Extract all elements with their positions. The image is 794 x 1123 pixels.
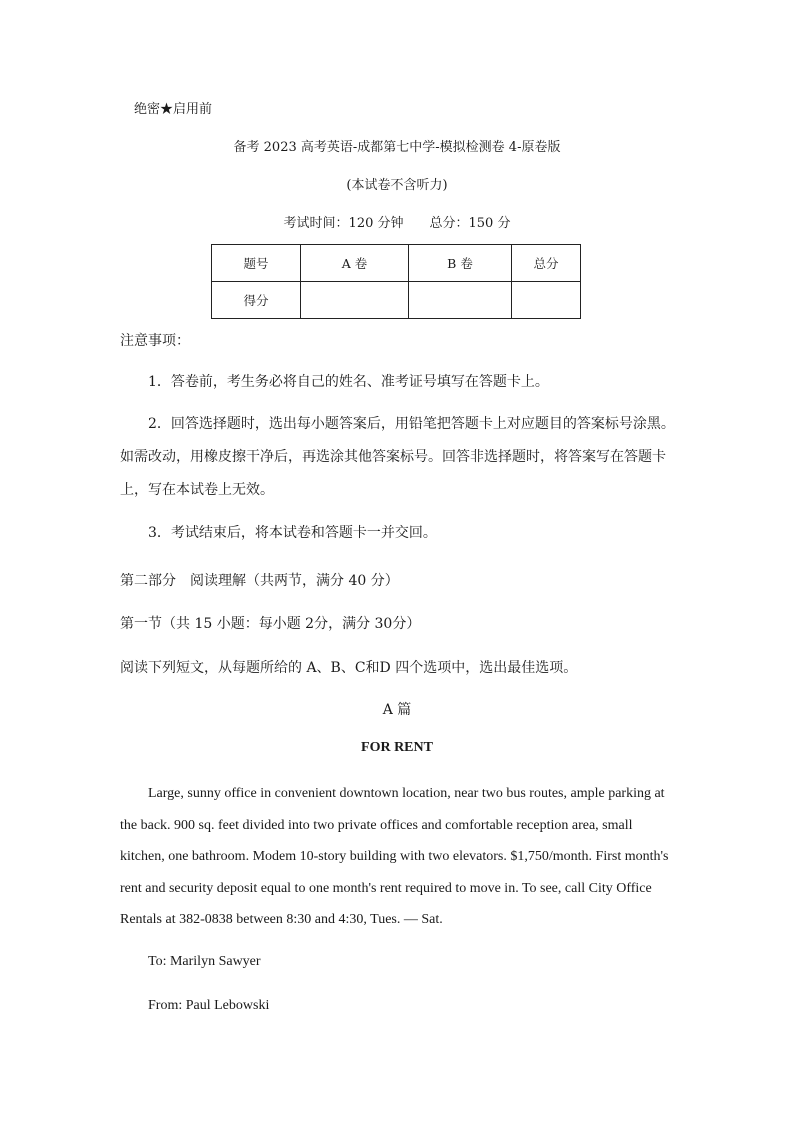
passage-label: A 篇 xyxy=(382,702,412,718)
header-cell-a: A 卷 xyxy=(301,245,409,282)
passage-body: Large, sunny office in convenient downtown location, near two bus routes, ample parking at the back. 900 sq. feet divided into two private offices and comfortable reception area, small kitchen, one bathroom. Modem 10-story building with two elevators. $1,750/month. First month's rent and security deposit equal to one month's rent required to move in. To see, call City Office Rentals at 382-0838 between 8:30 and 4:30, Tues. — Sat. xyxy=(120,786,669,927)
score-cell-b[interactable] xyxy=(409,282,512,319)
exam-subtitle: (本试卷不含听力) xyxy=(346,178,448,193)
exam-time-info xyxy=(0,212,794,231)
memo-from: From: Paul Lebowski xyxy=(148,998,270,1013)
reading-instruction: 阅读下列短文，从每题所给的 A、B、C和D 四个选项中，选出最佳选项。 xyxy=(120,660,578,676)
notice-item-2: 2．回答选择题时，选出每小题答案后，用铅笔把答题卡上对应题目的答案标号涂黑。如需改动，用橡皮擦干净后，再选涂其他答案标号。回答非选择题时，将答案写在答题卡上，写在本试卷上无效。 xyxy=(120,416,675,498)
score-table xyxy=(211,244,581,319)
score-table-score-row xyxy=(212,282,581,319)
section-one-heading: 第一节（共 15 小题：每小题 2分，满分 30分） xyxy=(120,616,421,632)
header-cell-b: B 卷 xyxy=(409,245,512,282)
header-cell-total: 总分 xyxy=(512,245,581,282)
exam-time: 考试时间：120 分钟 xyxy=(283,216,404,231)
score-cell-a[interactable] xyxy=(301,282,409,319)
exam-title: 备考 2023 高考英语-成都第七中学-模拟检测卷 4-原卷版 xyxy=(233,140,561,155)
part-two-heading: 第二部分 阅读理解（共两节，满分 40 分） xyxy=(120,573,399,589)
secret-label: 绝密★启用前 xyxy=(134,102,213,117)
notice-item-1: 1．答卷前，考生务必将自己的姓名、准考证号填写在答题卡上。 xyxy=(148,374,549,390)
score-table-header-row xyxy=(212,245,581,282)
row-label-score: 得分 xyxy=(212,282,301,319)
exam-total-score: 总分：150 分 xyxy=(429,216,511,231)
notice-title: 注意事项： xyxy=(120,333,190,349)
score-cell-total[interactable] xyxy=(512,282,581,319)
memo-to: To: Marilyn Sawyer xyxy=(148,954,261,969)
header-cell-number: 题号 xyxy=(212,245,301,282)
passage-heading: FOR RENT xyxy=(361,740,433,755)
notice-item-3: 3．考试结束后，将本试卷和答题卡一并交回。 xyxy=(148,525,437,541)
